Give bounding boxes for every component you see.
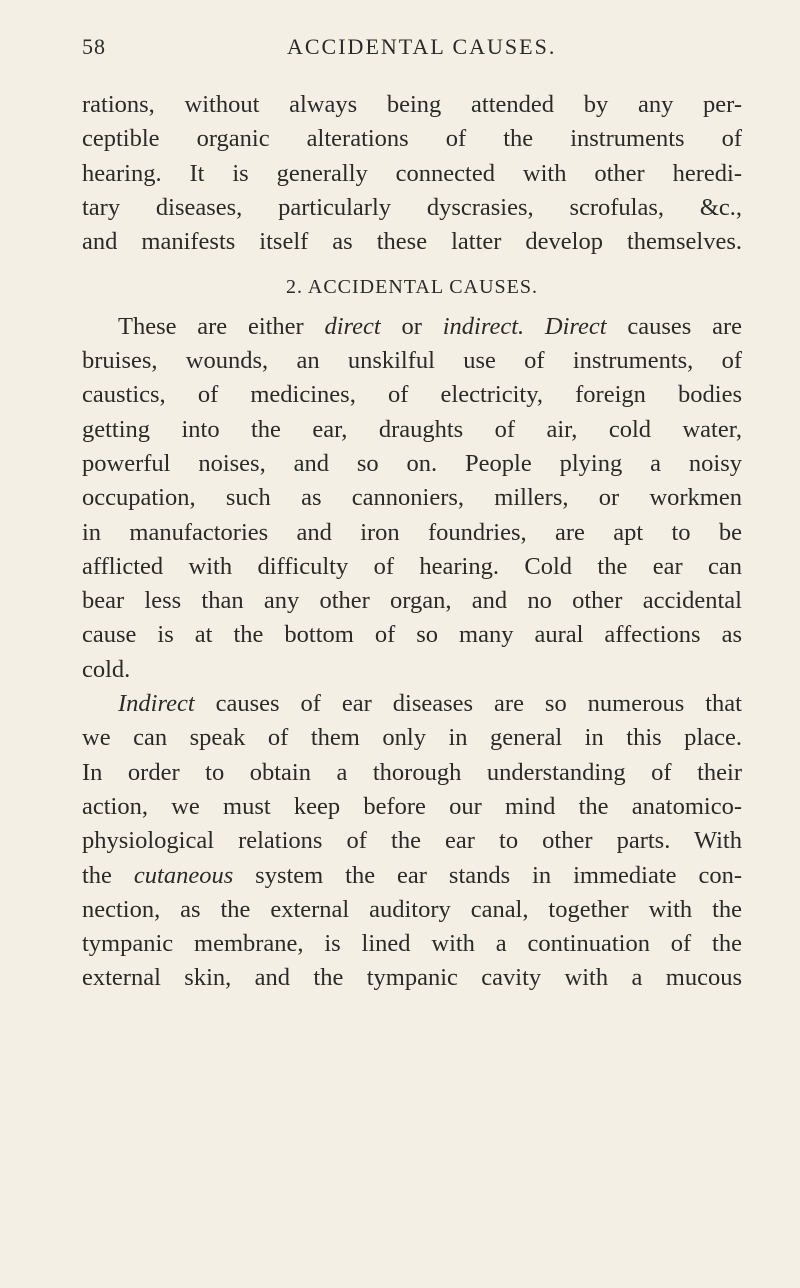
body-text [82, 88, 742, 996]
text-line: caustics, of medicines, of electricity, foreign bodies [82, 381, 742, 409]
text-span: These are either [118, 312, 325, 340]
text-line: bear less than any other organ, and no other accidental [82, 587, 742, 615]
italic-term: Direct [544, 312, 607, 340]
text-span: system the ear stands in immediate con- [233, 861, 742, 889]
text-line: external skin, and the tympanic cavity with a mucous [82, 964, 742, 992]
text-line: cause is at the bottom of so many aural affections as [82, 621, 742, 649]
text-line: and manifests itself as these latter develop themselves. [82, 228, 742, 256]
text-line: tary diseases, particularly dyscrasies, scrofulas, &c., [82, 193, 742, 221]
text-line: nection, as the external auditory canal, together with the [82, 895, 742, 923]
text-span: or [380, 312, 443, 340]
text-line: afflicted with difficulty of hearing. Cold the ear can [82, 552, 742, 580]
text-line: bruises, wounds, an unskilful use of instruments, of [82, 347, 742, 375]
text-line: occupation, such as cannoniers, millers, or workmen [82, 484, 742, 512]
text-line [82, 310, 742, 344]
text-line: hearing. It is generally connected with other heredi- [82, 159, 742, 187]
text-line: getting into the ear, draughts of air, cold water, [82, 415, 742, 443]
text-line: action, we must keep before our mind the anatomico- [82, 792, 742, 820]
text-line: physiological relations of the ear to other parts. With [82, 827, 742, 855]
text-span: causes are [606, 312, 742, 340]
text-span: the [82, 861, 134, 889]
running-head [82, 34, 742, 64]
italic-term: indirect. [442, 312, 525, 340]
text-line [82, 687, 742, 721]
text-line [82, 859, 742, 893]
text-line: in manufactories and iron foundries, are apt to be [82, 518, 742, 546]
italic-term: cutaneous [133, 861, 234, 889]
text-line: In order to obtain a thorough understanding of their [82, 758, 742, 786]
text-span: causes of ear diseases are so numerous that [194, 690, 742, 718]
section-heading: 2. ACCIDENTAL CAUSES. [285, 276, 538, 299]
text-span [524, 313, 545, 340]
text-line: cold. [82, 655, 131, 683]
text-line: we can speak of them only in general in this place. [82, 724, 742, 752]
running-title: ACCIDENTAL CAUSES. [287, 34, 557, 59]
text-line: ceptible organic alterations of the instruments of [82, 125, 742, 153]
text-line: rations, without always being attended by any per- [82, 91, 742, 118]
page-number: 58 [82, 34, 106, 59]
text-line: tympanic membrane, is lined with a continuation of the [82, 930, 742, 958]
italic-term: direct [324, 312, 381, 340]
text-line: powerful noises, and so on. People plying a noisy [82, 449, 742, 477]
italic-term: Indirect [118, 690, 195, 718]
